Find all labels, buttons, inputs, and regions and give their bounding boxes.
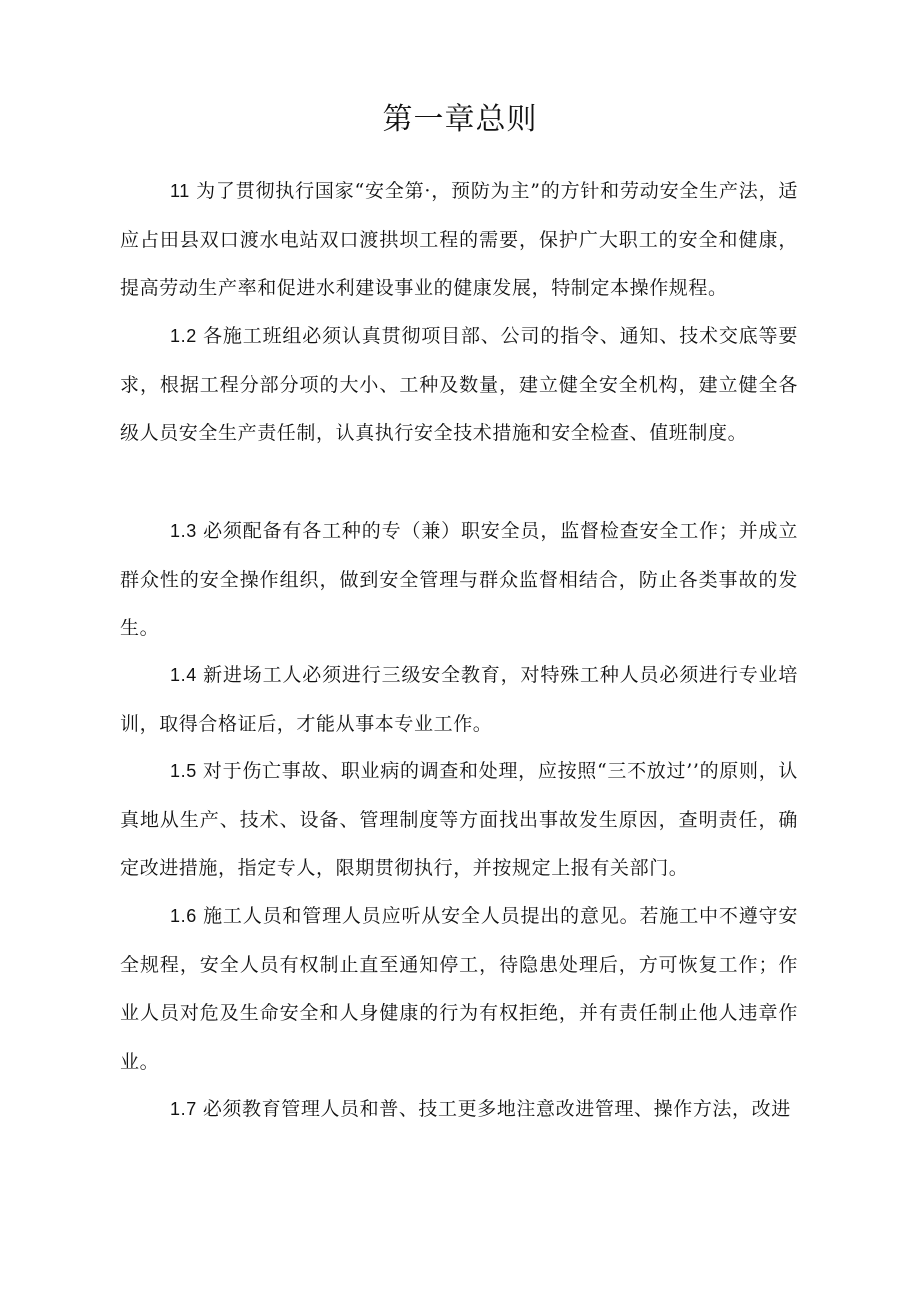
paragraph-text: 施工人员和管理人员应听从安全人员提出的意见。若施工中不遵守安全规程，安全人员有权制止直至通知停工，待隐患处理后，方可恢复工作；作业人员对危及生命安全和人身健康的行为有权拒绝，并有责任制止他人违章作业。: [120, 905, 798, 1073]
paragraph-number: 11: [170, 181, 190, 201]
paragraph-text: 必须教育管理人员和普、技工更多地注意改进管理、操作方法，改进: [202, 1098, 791, 1120]
paragraph-1-5: [120, 747, 798, 893]
paragraph-1-4: [120, 651, 798, 748]
paragraph-text: 各施工班组必须认真贯彻项目部、公司的指令、通知、技术交底等要求，根据工程分部分项的大小、工种及数量，建立健全安全机构，建立健全各级人员安全生产责任制，认真执行安全技术措施和安全检查、值班制度。: [120, 325, 798, 444]
paragraph-number: 1.2: [170, 326, 197, 346]
paragraph-number: 1.7: [170, 1099, 197, 1119]
paragraph-1-1: [120, 167, 798, 313]
paragraph-number: 1.6: [170, 906, 197, 926]
paragraph-text: 新进场工人必须进行三级安全教育，对特殊工种人员必须进行专业培训，取得合格证后，才能从事本专业工作。: [120, 664, 798, 735]
paragraph-text: 为了贯彻执行国家“安全第·，预防为主”的方针和劳动安全生产法，适应占田县双口渡水电站双口渡拱坝工程的需要，保护广大职工的安全和健康，提高劳动生产率和促进水利建设事业的健康发展，特制定本操作规程。: [120, 180, 798, 299]
paragraph-1-6: [120, 892, 798, 1086]
paragraph-text: 对于伤亡事故、职业病的调查和处理，应按照“三不放过’’的原则，认真地从生产、技术、设备、管理制度等方面找出事故发生原因，查明责任，确定改进措施，指定专人，限期贯彻执行，并按规定上报有关部门。: [120, 760, 798, 879]
paragraph-number: 1.5: [170, 761, 197, 781]
paragraph-1-3: [120, 507, 798, 653]
paragraph-number: 1.4: [170, 665, 197, 685]
paragraph-1-2: [120, 312, 798, 458]
chapter-title: 第一章总则: [382, 102, 538, 137]
paragraph-1-7: [120, 1085, 798, 1134]
paragraph-number: 1.3: [170, 521, 197, 541]
paragraph-text: 必须配备有各工种的专（兼）职安全员，监督检查安全工作；并成立群众性的安全操作组织，做到安全管理与群众监督相结合，防止各类事故的发生。: [120, 520, 798, 639]
